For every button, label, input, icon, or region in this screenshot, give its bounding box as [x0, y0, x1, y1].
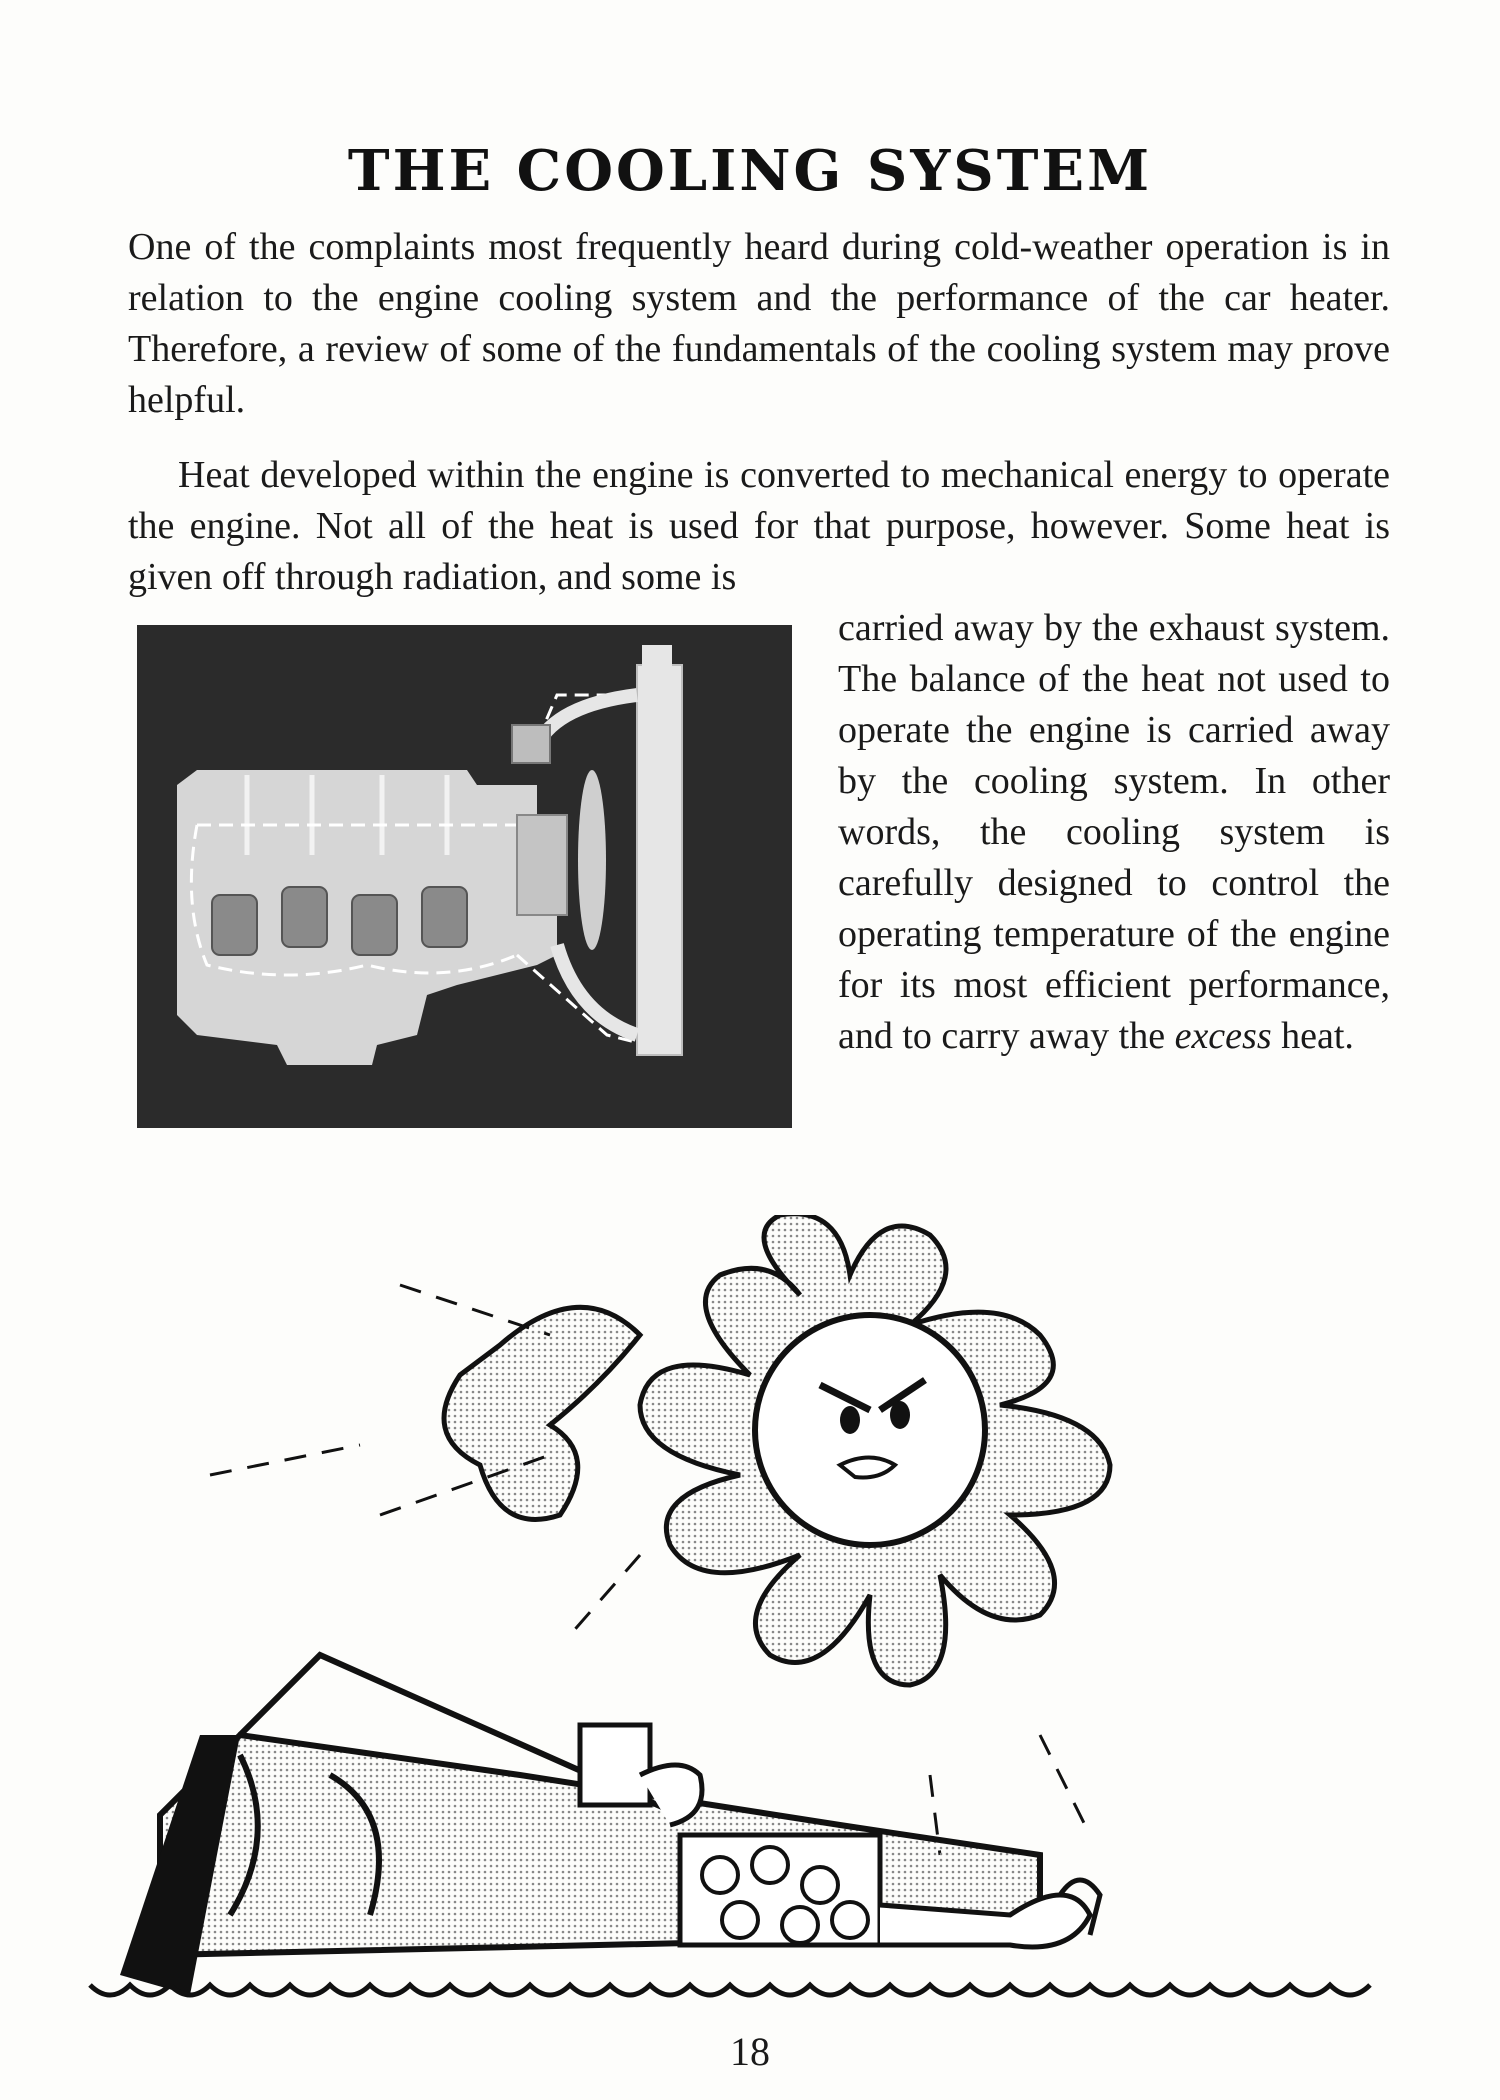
paragraph-heat-side	[838, 603, 1390, 1062]
paragraph-heat-side-end: heat.	[1271, 1015, 1354, 1057]
page-title: THE COOLING SYSTEM	[347, 138, 1153, 204]
page-number: 18	[730, 2029, 770, 2074]
emphasis-excess: excess	[1174, 1015, 1272, 1057]
engine-cooling-diagram	[137, 625, 792, 1128]
paragraph-heat-top: Heat developed within the engine is converted to mechanical energy to operate the engine. Not all of the heat is used for that purpose, however. Some heat is given off through radiation, and some is	[128, 454, 1390, 598]
paragraph-intro: One of the complaints most frequently heard during cold-weather operation is in relation to the engine cooling system and the performance of the car heater. Therefore, a review of some of the fundamentals of the cooling system may prove helpful.	[128, 226, 1390, 421]
sun-and-car-cartoon	[80, 1215, 1450, 2015]
sun-cartoon-icon	[80, 1215, 1450, 2015]
paragraph-heat-side-text: carried away by the exhaust system. The balance of the heat not used to operate the engine is carried away by the cooling system. In other words, the cooling system is carefully designed to control the operating temperature of the engine for its most efficient performance, and to carry away the	[838, 607, 1390, 1057]
engine-diagram-icon	[137, 625, 792, 1128]
